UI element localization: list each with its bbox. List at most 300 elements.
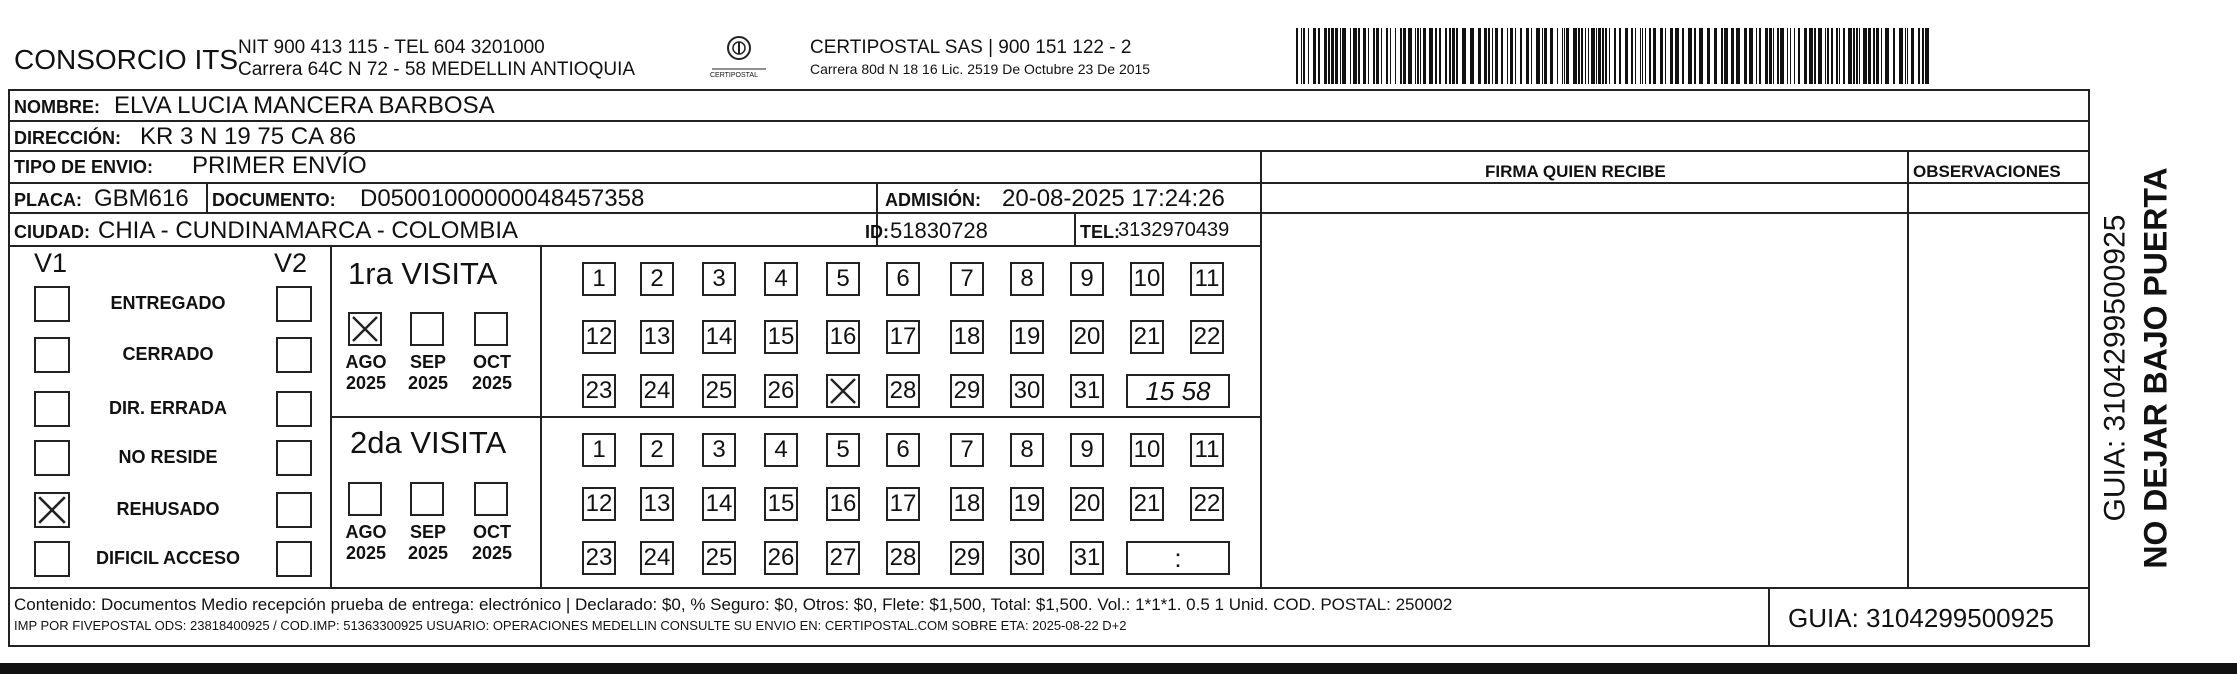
day-box-4[interactable] bbox=[764, 262, 798, 296]
day-box-23[interactable] bbox=[582, 374, 616, 408]
barcode-bar bbox=[1649, 28, 1651, 84]
day-box-23[interactable] bbox=[582, 541, 616, 575]
day-box-2[interactable] bbox=[640, 433, 674, 467]
day-number: 25 bbox=[705, 377, 733, 404]
barcode-bar bbox=[1848, 28, 1852, 84]
month-checkbox-oct[interactable] bbox=[474, 312, 508, 346]
day-box-10[interactable] bbox=[1130, 433, 1164, 467]
tipo-label: TIPO DE ENVIO: bbox=[14, 157, 154, 177]
barcode-bar bbox=[1836, 28, 1838, 84]
barcode-bar bbox=[1363, 28, 1366, 84]
day-number: 3 bbox=[712, 265, 726, 292]
v1-checkbox-6[interactable] bbox=[34, 541, 70, 577]
day-box-7[interactable] bbox=[950, 433, 984, 467]
tel-value: 3132970439 bbox=[1118, 219, 1230, 241]
day-number: 9 bbox=[1080, 265, 1094, 292]
barcode-bar bbox=[1301, 28, 1302, 84]
nit-line: NIT 900 413 115 - TEL 604 3201000 bbox=[238, 37, 545, 58]
status-label: NO RESIDE bbox=[118, 447, 218, 467]
barcode-bar bbox=[1331, 28, 1334, 84]
day-number: 23 bbox=[585, 377, 613, 404]
day-box-15[interactable] bbox=[764, 487, 798, 521]
barcode-bar bbox=[1868, 28, 1871, 84]
day-number: 16 bbox=[829, 490, 857, 517]
direccion-label: DIRECCIÓN: bbox=[14, 128, 121, 148]
v1-checkbox-4[interactable] bbox=[34, 440, 70, 476]
visit-time-box[interactable]: 15 58 bbox=[1126, 374, 1230, 408]
day-number: 29 bbox=[953, 377, 981, 404]
day-box-22[interactable] bbox=[1190, 487, 1224, 521]
barcode-bar bbox=[1395, 28, 1396, 84]
barcode-bar bbox=[1510, 28, 1513, 84]
barcode-bar bbox=[1756, 28, 1757, 84]
day-box-11[interactable] bbox=[1190, 433, 1224, 467]
barcode-image bbox=[1296, 28, 1932, 84]
day-number: 8 bbox=[1020, 436, 1034, 463]
barcode-bar bbox=[1376, 28, 1379, 84]
barcode-bar bbox=[1435, 28, 1437, 84]
day-number: 10 bbox=[1133, 436, 1161, 463]
barcode-bar bbox=[1501, 28, 1503, 84]
barcode-bar bbox=[1911, 28, 1914, 84]
day-number: 18 bbox=[953, 323, 981, 350]
month-label: AGO 2025 bbox=[345, 352, 387, 393]
barcode-bar bbox=[1814, 28, 1816, 84]
barcode-bar bbox=[1635, 28, 1636, 84]
day-number: 16 bbox=[829, 323, 857, 350]
barcode-bar bbox=[1408, 28, 1412, 84]
day-box-7[interactable] bbox=[950, 262, 984, 296]
barcode-bar bbox=[1918, 28, 1920, 84]
day-box-14[interactable] bbox=[702, 320, 736, 354]
day-box-25[interactable] bbox=[702, 374, 736, 408]
barcode-bar bbox=[1780, 28, 1784, 84]
day-number: 21 bbox=[1133, 323, 1161, 350]
v2-label: V2 bbox=[274, 248, 308, 278]
nombre-label: NOMBRE: bbox=[14, 97, 100, 117]
barcode-bar bbox=[1564, 28, 1565, 84]
day-number: 22 bbox=[1193, 490, 1221, 517]
v2-checkbox-2[interactable] bbox=[276, 337, 312, 373]
barcode-bar bbox=[1873, 28, 1875, 84]
day-box-30[interactable] bbox=[1010, 541, 1044, 575]
day-box-25[interactable] bbox=[702, 541, 736, 575]
documento-value: D05001000000048457358 bbox=[360, 185, 645, 212]
day-box-29[interactable] bbox=[950, 541, 984, 575]
barcode-bar bbox=[1714, 28, 1717, 84]
day-box-30[interactable] bbox=[1010, 374, 1044, 408]
month-checkbox-oct[interactable] bbox=[474, 482, 508, 516]
month-label: OCT 2025 bbox=[471, 352, 513, 393]
day-box-10[interactable] bbox=[1130, 262, 1164, 296]
day-box-17[interactable] bbox=[886, 487, 920, 521]
barcode-bar bbox=[1562, 28, 1563, 84]
barcode-bar bbox=[1400, 28, 1402, 84]
certipostal-line: CERTIPOSTAL SAS | 900 151 122 - 2 bbox=[810, 37, 1132, 58]
barcode-bar bbox=[1731, 28, 1734, 84]
day-number: 2 bbox=[650, 436, 664, 463]
tel-label: TEL: bbox=[1080, 222, 1120, 242]
day-number: 25 bbox=[705, 544, 733, 571]
tipo-value: PRIMER ENVÍO bbox=[192, 152, 367, 179]
barcode-bar bbox=[1631, 28, 1633, 84]
v2-checkbox-1[interactable] bbox=[276, 286, 312, 322]
day-box-16[interactable] bbox=[826, 320, 860, 354]
day-box-27[interactable] bbox=[826, 374, 860, 408]
day-number: 14 bbox=[705, 490, 733, 517]
barcode-bar bbox=[1470, 28, 1474, 84]
barcode-bar bbox=[1925, 28, 1929, 84]
barcode-bar bbox=[1619, 28, 1621, 84]
barcode-bar bbox=[1777, 28, 1779, 84]
barcode-bar bbox=[1368, 28, 1369, 84]
day-box-5[interactable] bbox=[826, 433, 860, 467]
day-number: 24 bbox=[643, 544, 671, 571]
day-number: 17 bbox=[889, 323, 917, 350]
side-line-2: GUIA: 3104299500925 bbox=[2097, 214, 2131, 522]
day-number: 27 bbox=[829, 544, 857, 571]
barcode-bar bbox=[1907, 28, 1908, 84]
month-checkbox-sep[interactable] bbox=[410, 482, 444, 516]
day-box-31[interactable] bbox=[1070, 374, 1104, 408]
barcode-bar bbox=[1536, 28, 1540, 84]
barcode-bar bbox=[1724, 28, 1728, 84]
day-number: 18 bbox=[953, 490, 981, 517]
barcode-bar bbox=[1922, 28, 1924, 84]
day-number: 6 bbox=[896, 436, 910, 463]
day-box-6[interactable] bbox=[886, 433, 920, 467]
day-box-9[interactable] bbox=[1070, 433, 1104, 467]
barcode-bar bbox=[1721, 28, 1723, 84]
day-box-26[interactable] bbox=[764, 374, 798, 408]
barcode-bar bbox=[1831, 28, 1833, 84]
day-box-22[interactable] bbox=[1190, 320, 1224, 354]
header bbox=[0, 0, 2237, 92]
day-box-16[interactable] bbox=[826, 487, 860, 521]
observaciones-header: OBSERVACIONES bbox=[1913, 162, 2061, 181]
placa-value: GBM616 bbox=[94, 185, 189, 212]
day-box-14[interactable] bbox=[702, 487, 736, 521]
barcode-bar bbox=[1492, 28, 1493, 84]
barcode-bar bbox=[1670, 28, 1673, 84]
day-box-2[interactable] bbox=[640, 262, 674, 296]
barcode-bar bbox=[1790, 28, 1791, 84]
visit-time-box[interactable]: : bbox=[1126, 541, 1230, 575]
barcode bbox=[1296, 28, 1932, 84]
day-number: 12 bbox=[585, 490, 613, 517]
day-number: 7 bbox=[960, 265, 974, 292]
barcode-bar bbox=[1328, 28, 1330, 84]
barcode-bar bbox=[1605, 28, 1607, 84]
barcode-bar bbox=[1707, 28, 1710, 84]
barcode-bar bbox=[1893, 28, 1895, 84]
month-label: SEP 2025 bbox=[407, 522, 449, 563]
v1-label: V1 bbox=[34, 248, 68, 278]
month-label: SEP 2025 bbox=[407, 352, 449, 393]
status-label: REHUSADO bbox=[116, 499, 220, 519]
day-number: 19 bbox=[1013, 323, 1041, 350]
v1-checkbox-5[interactable] bbox=[34, 492, 70, 528]
ciudad-value: CHIA - CUNDINAMARCA - COLOMBIA bbox=[98, 217, 519, 244]
barcode-bar bbox=[1296, 28, 1298, 84]
barcode-bar bbox=[1653, 28, 1656, 84]
barcode-bar bbox=[1340, 28, 1341, 84]
day-box-27[interactable] bbox=[826, 541, 860, 575]
day-number: 9 bbox=[1080, 436, 1094, 463]
day-box-1[interactable] bbox=[582, 433, 616, 467]
id-label: ID: bbox=[865, 222, 889, 242]
bottom-bar bbox=[0, 663, 2237, 674]
day-number: 19 bbox=[1013, 490, 1041, 517]
barcode-bar bbox=[1415, 28, 1416, 84]
month-checkbox-ago[interactable] bbox=[348, 482, 382, 516]
day-number: 1 bbox=[592, 436, 606, 463]
barcode-bar bbox=[1843, 28, 1845, 84]
barcode-bar bbox=[1839, 28, 1840, 84]
logo-text: CERTIPOSTAL bbox=[710, 72, 758, 79]
barcode-bar bbox=[1899, 28, 1903, 84]
day-box-8[interactable] bbox=[1010, 262, 1044, 296]
first-visit-title: 1ra VISITA bbox=[348, 256, 498, 291]
barcode-bar bbox=[1420, 28, 1421, 84]
barcode-bar bbox=[1598, 28, 1601, 84]
barcode-bar bbox=[1335, 28, 1338, 84]
v2-checkbox-5[interactable] bbox=[276, 492, 312, 528]
barcode-bar bbox=[1313, 28, 1316, 84]
day-number: 3 bbox=[712, 436, 726, 463]
ciudad-label: CIUDAD: bbox=[14, 222, 90, 242]
month-checkbox-ago[interactable] bbox=[348, 312, 382, 346]
barcode-bar bbox=[1550, 28, 1553, 84]
barcode-bar bbox=[1660, 28, 1663, 84]
barcode-bar bbox=[1818, 28, 1822, 84]
barcode-bar bbox=[1417, 28, 1419, 84]
day-box-3[interactable] bbox=[702, 262, 736, 296]
barcode-bar bbox=[1342, 28, 1346, 84]
v1-checkbox-3[interactable] bbox=[34, 391, 70, 427]
barcode-bar bbox=[1578, 28, 1580, 84]
day-box-31[interactable] bbox=[1070, 541, 1104, 575]
day-box-24[interactable] bbox=[640, 374, 674, 408]
day-box-12[interactable] bbox=[582, 320, 616, 354]
month-checkbox-sep[interactable] bbox=[410, 312, 444, 346]
day-number: 28 bbox=[889, 377, 917, 404]
day-box-28[interactable] bbox=[886, 374, 920, 408]
day-number: 13 bbox=[643, 490, 671, 517]
status-label: CERRADO bbox=[122, 344, 214, 364]
v2-checkbox-3[interactable] bbox=[276, 391, 312, 427]
day-number: 13 bbox=[643, 323, 671, 350]
day-box-5[interactable] bbox=[826, 262, 860, 296]
direccion-value: KR 3 N 19 75 CA 86 bbox=[140, 123, 357, 150]
day-box-15[interactable] bbox=[764, 320, 798, 354]
barcode-bar bbox=[1507, 28, 1508, 84]
barcode-bar bbox=[1905, 28, 1906, 84]
barcode-bar bbox=[1876, 28, 1879, 84]
day-box-12[interactable] bbox=[582, 487, 616, 521]
company-name: CONSORCIO ITS bbox=[14, 44, 239, 75]
barcode-bar bbox=[1645, 28, 1646, 84]
barcode-bar bbox=[1699, 28, 1703, 84]
day-number: 31 bbox=[1073, 377, 1101, 404]
day-box-13[interactable] bbox=[640, 320, 674, 354]
barcode-bar bbox=[1452, 28, 1455, 84]
day-number: 4 bbox=[774, 265, 788, 292]
day-box-21[interactable] bbox=[1130, 487, 1164, 521]
day-number: 6 bbox=[896, 265, 910, 292]
day-number: 7 bbox=[960, 436, 974, 463]
day-box-9[interactable] bbox=[1070, 262, 1104, 296]
barcode-bar bbox=[1386, 28, 1388, 84]
day-number: 5 bbox=[836, 436, 850, 463]
barcode-bar bbox=[1373, 28, 1375, 84]
month-label: AGO 2025 bbox=[345, 522, 387, 563]
day-number: 8 bbox=[1020, 265, 1034, 292]
day-number: 15 bbox=[767, 323, 795, 350]
day-box-26[interactable] bbox=[764, 541, 798, 575]
day-box-24[interactable] bbox=[640, 541, 674, 575]
barcode-bar bbox=[1773, 28, 1774, 84]
barcode-bar bbox=[1642, 28, 1643, 84]
barcode-bar bbox=[1324, 28, 1327, 84]
day-box-11[interactable] bbox=[1190, 262, 1224, 296]
barcode-bar bbox=[1787, 28, 1788, 84]
barcode-bar bbox=[1581, 28, 1583, 84]
barcode-bar bbox=[1825, 28, 1826, 84]
day-box-8[interactable] bbox=[1010, 433, 1044, 467]
day-box-19[interactable] bbox=[1010, 487, 1044, 521]
barcode-bar bbox=[1526, 28, 1529, 84]
barcode-bar bbox=[1484, 28, 1487, 84]
day-box-18[interactable] bbox=[950, 320, 984, 354]
admision-value: 20-08-2025 17:24:26 bbox=[1002, 185, 1225, 212]
day-number: 11 bbox=[1194, 436, 1220, 463]
day-box-3[interactable] bbox=[702, 433, 736, 467]
barcode-bar bbox=[1588, 28, 1589, 84]
day-box-17[interactable] bbox=[886, 320, 920, 354]
day-box-29[interactable] bbox=[950, 374, 984, 408]
barcode-bar bbox=[1456, 28, 1458, 84]
day-box-4[interactable] bbox=[764, 433, 798, 467]
barcode-bar bbox=[1495, 28, 1498, 84]
day-box-6[interactable] bbox=[886, 262, 920, 296]
barcode-bar bbox=[1403, 28, 1406, 84]
barcode-bar bbox=[1749, 28, 1753, 84]
day-number: 17 bbox=[889, 490, 917, 517]
day-box-20[interactable] bbox=[1070, 487, 1104, 521]
day-box-28[interactable] bbox=[886, 541, 920, 575]
barcode-bar bbox=[1596, 28, 1597, 84]
barcode-bar bbox=[1744, 28, 1747, 84]
day-box-20[interactable] bbox=[1070, 320, 1104, 354]
barcode-bar bbox=[1809, 28, 1813, 84]
day-number: 4 bbox=[774, 436, 788, 463]
day-number: 20 bbox=[1073, 323, 1101, 350]
day-box-21[interactable] bbox=[1130, 320, 1164, 354]
day-number: 1 bbox=[592, 265, 606, 292]
barcode-bar bbox=[1429, 28, 1433, 84]
day-box-13[interactable] bbox=[640, 487, 674, 521]
barcode-bar bbox=[1804, 28, 1807, 84]
barcode-bar bbox=[1488, 28, 1490, 84]
barcode-bar bbox=[1614, 28, 1616, 84]
barcode-bar bbox=[1449, 28, 1451, 84]
barcode-bar bbox=[1794, 28, 1795, 84]
barcode-bar bbox=[1566, 28, 1569, 84]
barcode-bar bbox=[1557, 28, 1558, 84]
status-label: DIR. ERRADA bbox=[108, 398, 227, 418]
day-number: 26 bbox=[767, 544, 795, 571]
barcode-bar bbox=[1515, 28, 1516, 84]
barcode-bar bbox=[1602, 28, 1604, 84]
barcode-bar bbox=[1640, 28, 1641, 84]
barcode-bar bbox=[1350, 28, 1351, 84]
barcode-bar bbox=[1439, 28, 1441, 84]
barcode-bar bbox=[1736, 28, 1740, 84]
barcode-bar bbox=[1381, 28, 1382, 84]
barcode-bar bbox=[1423, 28, 1426, 84]
barcode-bar bbox=[1827, 28, 1829, 84]
barcode-bar bbox=[1520, 28, 1522, 84]
day-number: 12 bbox=[585, 323, 613, 350]
day-number: 22 bbox=[1193, 323, 1221, 350]
barcode-bar bbox=[1609, 28, 1610, 84]
barcode-bar bbox=[1694, 28, 1696, 84]
v1-checkbox-2[interactable] bbox=[34, 337, 70, 373]
day-box-1[interactable] bbox=[582, 262, 616, 296]
barcode-bar bbox=[1859, 28, 1860, 84]
day-number: 21 bbox=[1133, 490, 1161, 517]
second-visit-title: 2da VISITA bbox=[350, 425, 507, 460]
barcode-bar bbox=[1798, 28, 1800, 84]
status-label: DIFICIL ACCESO bbox=[95, 548, 240, 568]
barcode-bar bbox=[1856, 28, 1858, 84]
barcode-bar bbox=[1863, 28, 1867, 84]
placa-label: PLACA: bbox=[14, 190, 82, 210]
barcode-bar bbox=[1445, 28, 1447, 84]
v1-checkbox-1[interactable] bbox=[34, 286, 70, 322]
v2-checkbox-6[interactable] bbox=[276, 541, 312, 577]
day-number: 30 bbox=[1013, 544, 1041, 571]
barcode-bar bbox=[1675, 28, 1679, 84]
day-box-19[interactable] bbox=[1010, 320, 1044, 354]
day-number: 31 bbox=[1073, 544, 1101, 571]
barcode-bar bbox=[1682, 28, 1684, 84]
day-number: 14 bbox=[705, 323, 733, 350]
barcode-bar bbox=[1769, 28, 1772, 84]
barcode-bar bbox=[1688, 28, 1692, 84]
barcode-bar bbox=[1303, 28, 1305, 84]
barcode-bar bbox=[1591, 28, 1595, 84]
v2-checkbox-4[interactable] bbox=[276, 440, 312, 476]
imp-text: IMP POR FIVEPOSTAL ODS: 23818400925 / COD.IMP: 51363300925 USUARIO: OPERACIONES MEDELLIN CONSULTE SU ENVIO EN: CERTIPOSTAL.COM SOBRE ETA: 2025-08-22 D+2 bbox=[14, 618, 1127, 633]
day-number: 11 bbox=[1194, 265, 1220, 292]
id-value: 51830728 bbox=[890, 218, 988, 243]
barcode-bar bbox=[1390, 28, 1391, 84]
barcode-bar bbox=[1542, 28, 1543, 84]
barcode-bar bbox=[1881, 28, 1882, 84]
documento-label: DOCUMENTO: bbox=[212, 190, 336, 210]
barcode-bar bbox=[1462, 28, 1466, 84]
day-number: 26 bbox=[767, 377, 795, 404]
barcode-bar bbox=[1308, 28, 1309, 84]
firma-header: FIRMA QUIEN RECIBE bbox=[1485, 162, 1666, 181]
status-label: ENTREGADO bbox=[110, 293, 226, 313]
day-number: 28 bbox=[889, 544, 917, 571]
day-box-18[interactable] bbox=[950, 487, 984, 521]
barcode-bar bbox=[1573, 28, 1577, 84]
day-number: 10 bbox=[1133, 265, 1161, 292]
